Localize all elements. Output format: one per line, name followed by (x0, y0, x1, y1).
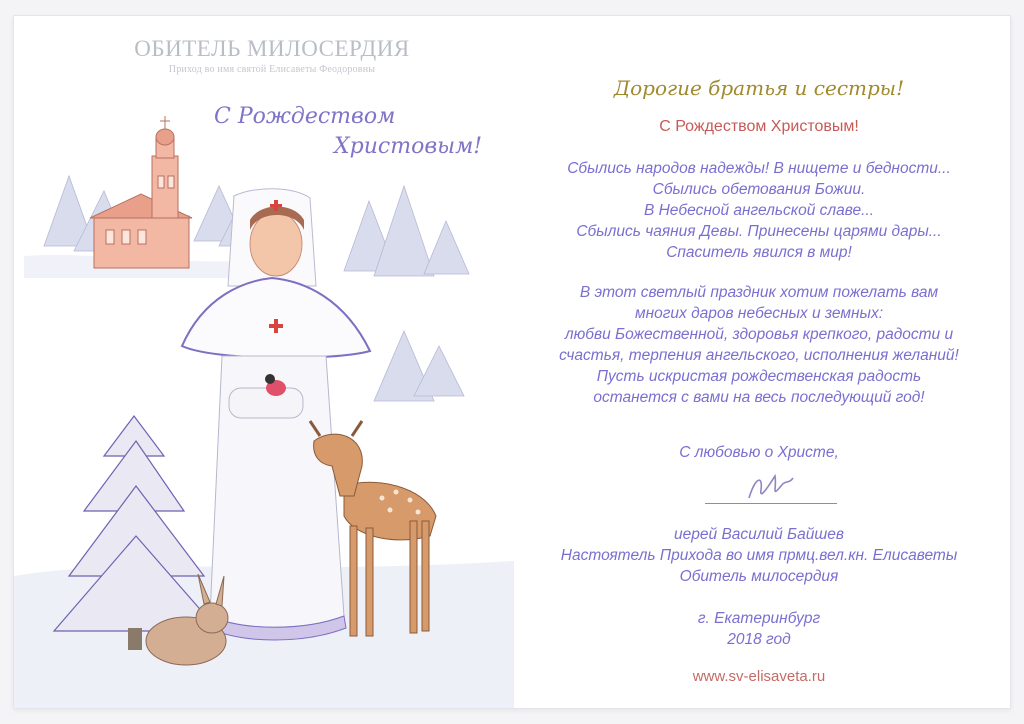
illustration-greeting (214, 102, 494, 162)
signature-line (705, 503, 837, 504)
wish-line: Пусть искристая рождественская радость (596, 368, 922, 385)
place-date (519, 608, 999, 650)
illustration (14, 16, 514, 708)
christmas-greeting: С Рождеством Христовым! (659, 118, 859, 135)
wish-line: любви Божественной, здоровья крепкого, радости и (564, 326, 954, 343)
letter-text (519, 16, 999, 708)
wish-line: счастья, терпения ангельского, исполнения желаний! (559, 347, 959, 364)
poem-line: Сбылись чаяния Девы. Принесены царями дары... (576, 223, 942, 240)
poem-line: Спаситель явился в мир! (666, 244, 852, 261)
brand-subtitle: Приход во имя святой Елисаветы Феодоровны (168, 64, 376, 75)
brand-block (132, 36, 412, 75)
author-line: иерей Василий Байшев (674, 526, 844, 543)
signature-icon (741, 468, 801, 508)
year: 2018 год (727, 631, 791, 648)
poem-line: Сбылись обетования Божии. (652, 181, 866, 198)
wishes (519, 282, 999, 408)
brand-name: ОБИТЕЛЬ МИЛОСЕРДИЯ (134, 36, 410, 61)
closing: С любовью о Христе, (679, 444, 839, 461)
greeting-card (14, 16, 1010, 708)
wish-line: многих даров небесных и земных: (635, 305, 883, 322)
poem-line: Сбылись народов надежды! В нищете и бедности... (567, 160, 951, 177)
greeting-line-1: С Рождеством (214, 104, 396, 129)
author-line: Обитель милосердия (679, 568, 839, 585)
author-line: Настоятель Прихода во имя прмц.вел.кн. Елисаветы (560, 547, 958, 564)
headline: Дорогие братья и сестры! (613, 76, 905, 100)
author-block (519, 524, 999, 587)
wish-line: В этот светлый праздник хотим пожелать вам (579, 284, 939, 301)
website-link[interactable]: www.sv-elisaveta.ru (692, 668, 826, 685)
wish-line: останется с вами на весь последующий год! (593, 389, 925, 406)
poem (519, 158, 999, 263)
greeting-line-2: Христовым! (334, 134, 483, 159)
city: г. Екатеринбург (697, 610, 821, 627)
poem-line: В Небесной ангельской славе... (643, 202, 875, 219)
church (90, 116, 192, 268)
